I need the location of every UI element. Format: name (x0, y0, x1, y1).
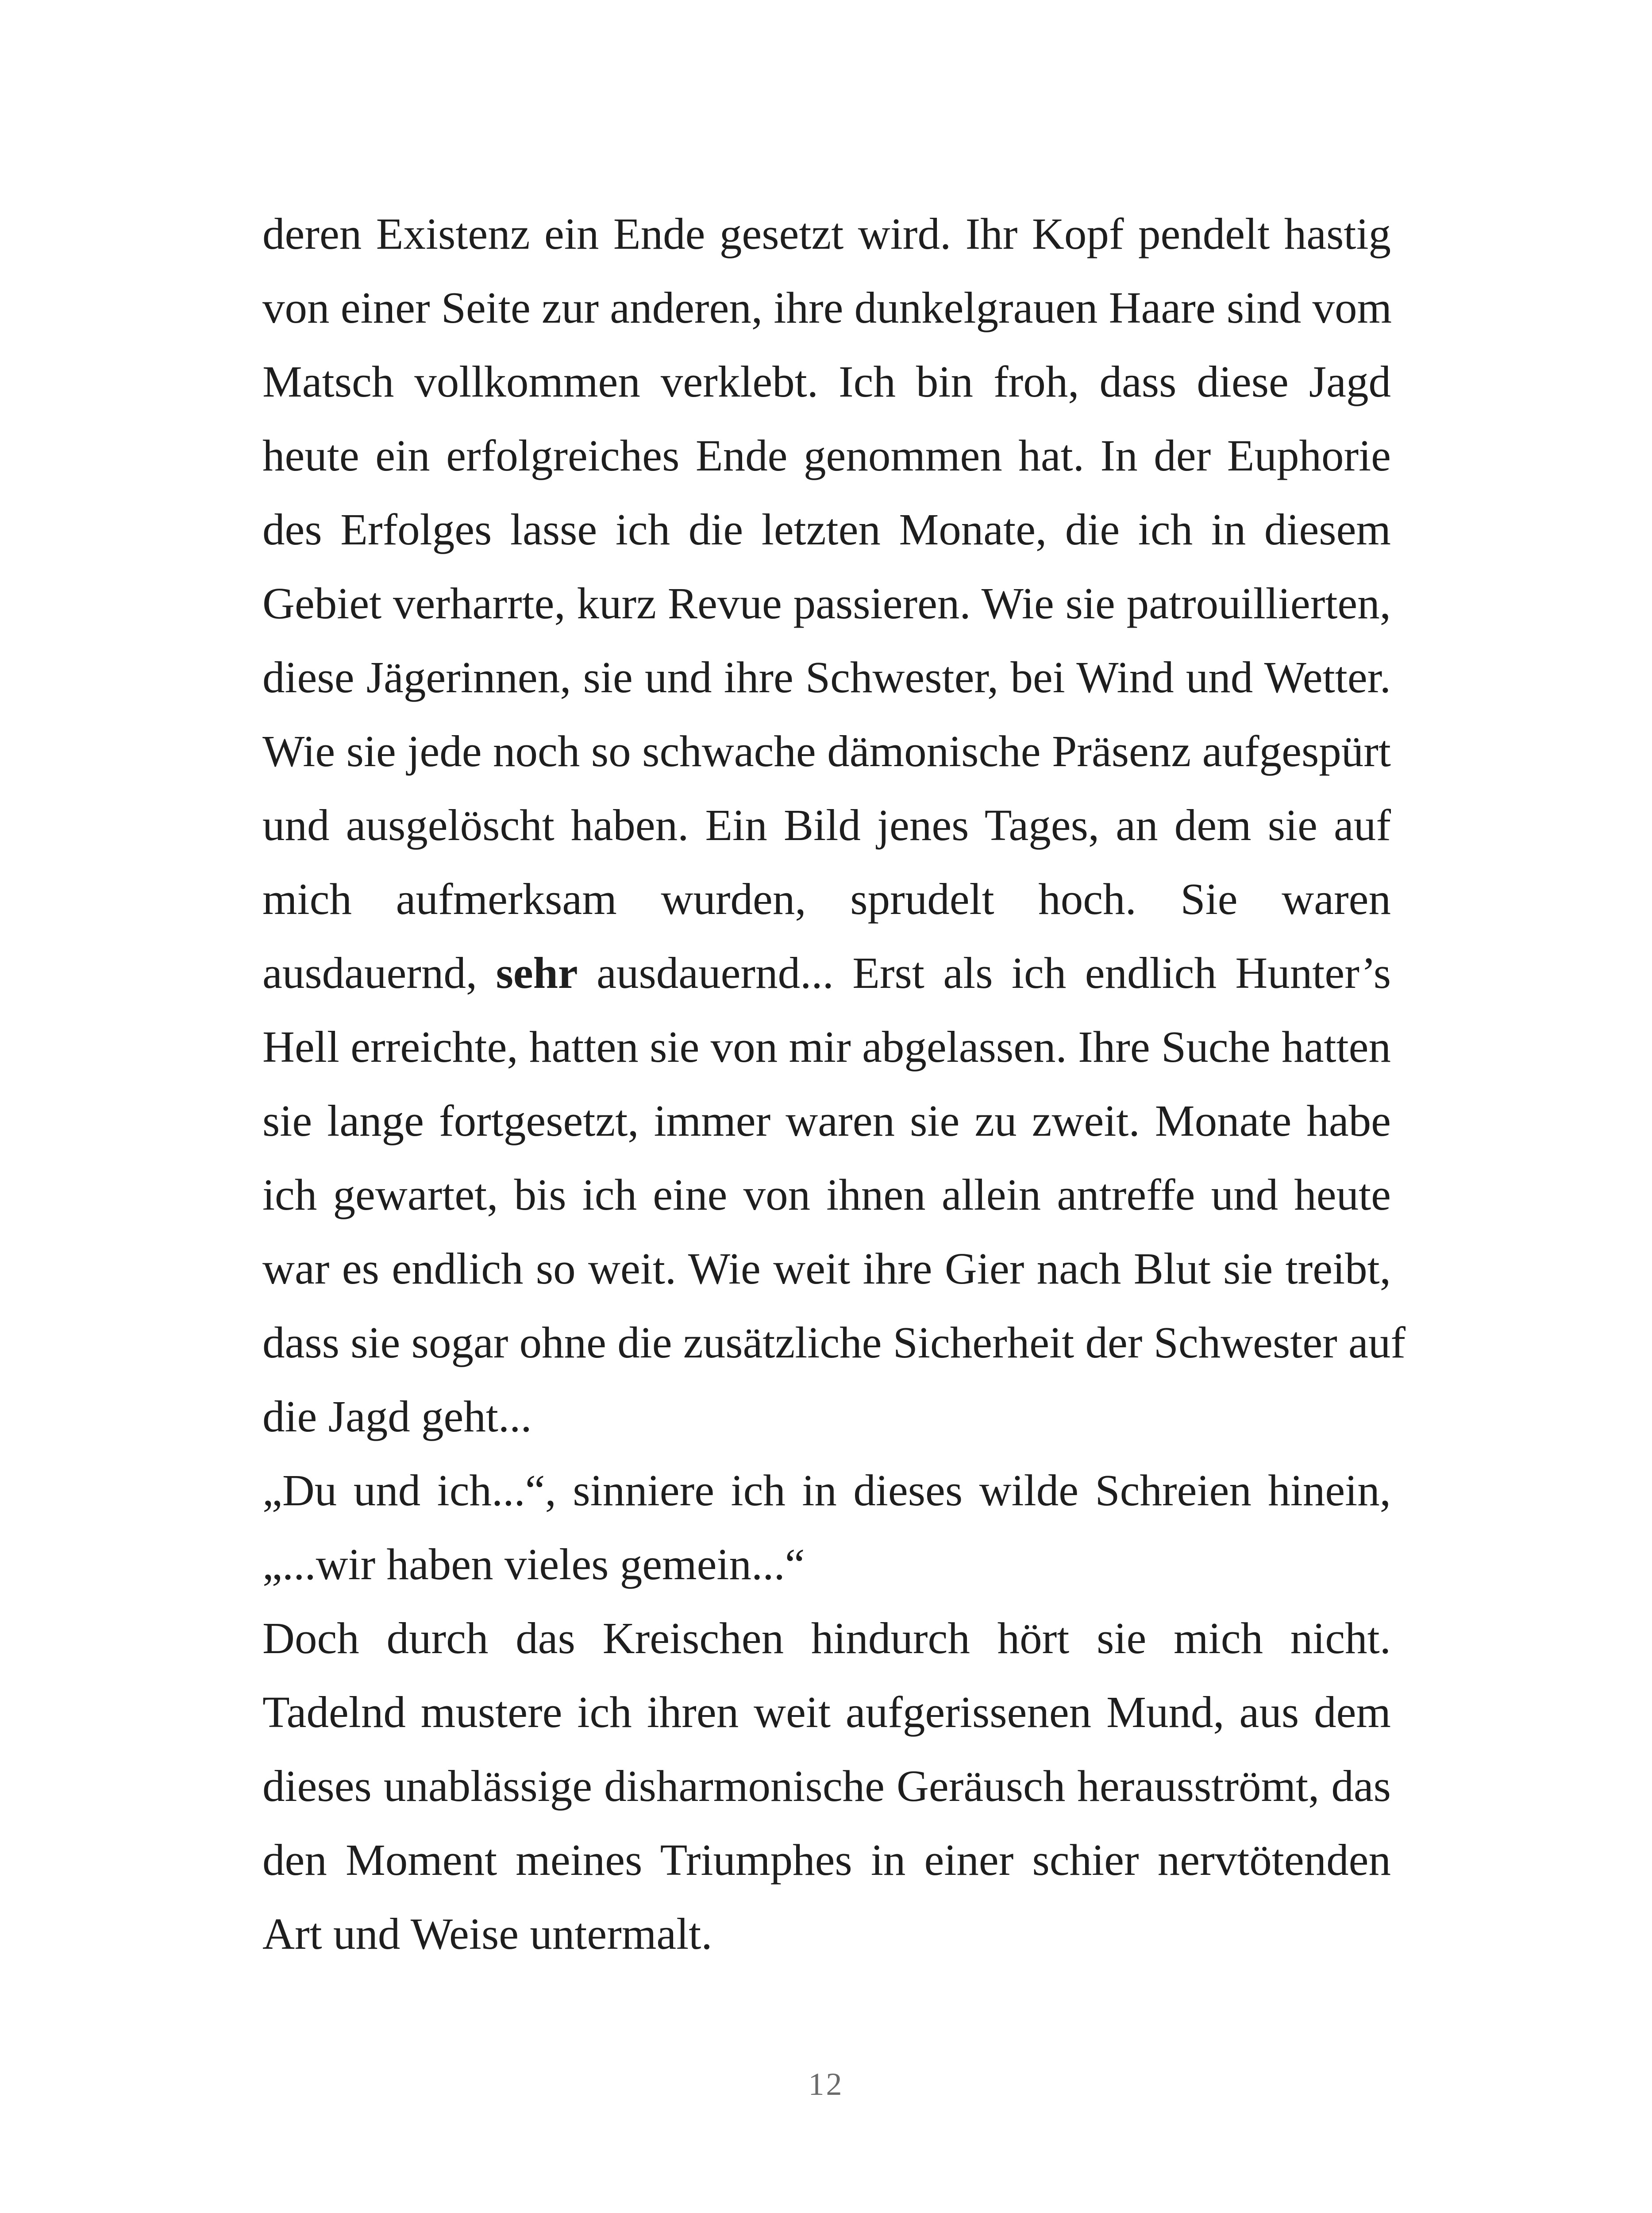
text-line: „Du und ich...“, sinniere ich in dieses wilde Schreien hinein, (262, 1465, 1391, 1515)
text-line: Wie sie jede noch so schwache dämonische Präsenz aufgespürt (262, 726, 1391, 776)
text-segment: ausdauernd, (262, 948, 496, 998)
text-line: deren Existenz ein Ende gesetzt wird. Ihr Kopf pendelt hastig (262, 209, 1391, 258)
text-line: „...wir haben vieles gemein...“ (262, 1539, 805, 1589)
text-line: Matsch vollkommen verklebt. Ich bin froh, dass diese Jagd (262, 357, 1391, 406)
text-line: sie lange fortgesetzt, immer waren sie zu zweit. Monate habe (262, 1096, 1391, 1145)
text-line: den Moment meines Triumphes in einer schier nervtötenden (262, 1835, 1391, 1885)
text-line: die Jagd geht... (262, 1392, 532, 1441)
text-line: war es endlich so weit. Wie weit ihre Gier nach Blut sie treibt, (262, 1244, 1391, 1293)
text-line: ich gewartet, bis ich eine von ihnen allein antreffe und heute (262, 1170, 1391, 1219)
text-line: mich aufmerksam wurden, sprudelt hoch. Sie waren (262, 874, 1391, 924)
text-line: von einer Seite zur anderen, ihre dunkelgrauen Haare sind vom (262, 283, 1392, 332)
text-line: dieses unablässige disharmonische Geräusch herausströmt, das (262, 1761, 1391, 1811)
text-line: Gebiet verharrte, kurz Revue passieren. Wie sie patrouillierten, (262, 578, 1391, 628)
text-line (262, 936, 1391, 1010)
text-line: diese Jägerinnen, sie und ihre Schwester, bei Wind und Wetter. (262, 652, 1391, 702)
text-line: des Erfolges lasse ich die letzten Monate, die ich in diesem (262, 505, 1391, 554)
text-line: heute ein erfolgreiches Ende genommen hat. In der Euphorie (262, 431, 1391, 480)
page-number: 12 (808, 2066, 844, 2102)
text-line: Art und Weise untermalt. (262, 1909, 712, 1959)
text-line: Doch durch das Kreischen hindurch hört sie mich nicht. (262, 1613, 1391, 1663)
body-text (262, 197, 1406, 1971)
text-segment: ausdauernd... Erst als ich endlich Hunter’s (578, 948, 1391, 998)
text-line: Tadelnd mustere ich ihren weit aufgerissenen Mund, aus dem (262, 1687, 1391, 1737)
text-line: dass sie sogar ohne die zusätzliche Sicherheit der Schwester auf (262, 1318, 1406, 1367)
text-line: und ausgelöscht haben. Ein Bild jenes Tages, an dem sie auf (262, 800, 1391, 850)
text-line: Hell erreichte, hatten sie von mir abgelassen. Ihre Suche hatten (262, 1022, 1391, 1072)
emphasis-text: sehr (496, 948, 578, 998)
